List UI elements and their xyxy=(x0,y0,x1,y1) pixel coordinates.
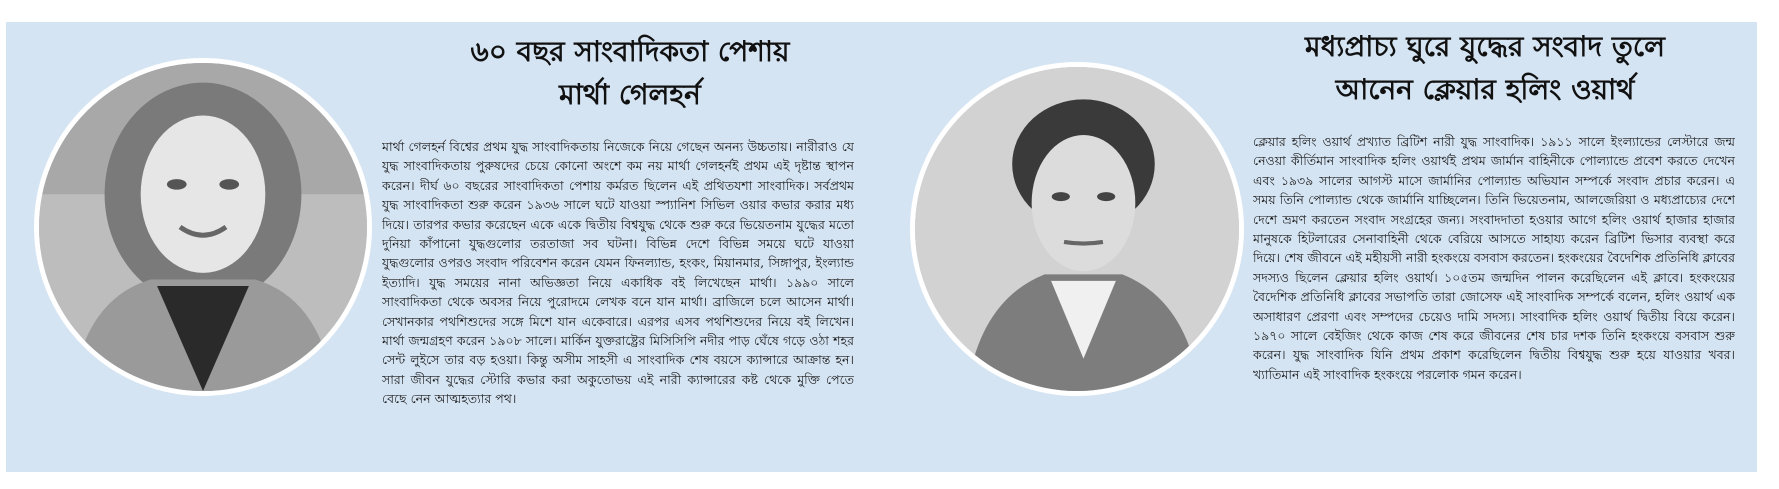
portrait-photo-martha-gellhorn xyxy=(34,58,372,396)
article-title-line-1: ৬০ বছর সাংবাদিকতা পেশায় xyxy=(470,35,790,68)
article-title-line-2: মার্থা গেলহর্ন xyxy=(559,78,701,111)
article-body-martha-gellhorn: মার্থা গেলহর্ন বিশ্বের প্রথম যুদ্ধ সাংবাদিকতায় নিজেকে নিয়ে গেছেন অনন্য উচ্চতায়। নারীরাও যে যুদ্ধ সাংবাদিকতায় পুরুষদের চেয়ে কোনো অংশে কম নয় মার্থা গেলহর্নই প্রথম এই দৃষ্টান্ত স্থাপন করেন। দীর্ঘ ৬০ বছরের সাংবাদিকতা পেশায় কর্মরত ছিলেন এই প্রথিতযশা সাংবাদিক। সর্বপ্রথম যুদ্ধ সাংবাদিকতা শুরু করেন ১৯৩৬ সালে ঘটে যাওয়া স্প্যানিশ সিভিল ওয়ার কভার করার মধ্য দিয়ে। তারপর কভার করেছেন একে একে দ্বিতীয় বিশ্বযুদ্ধ থেকে শুরু করে ভিয়েতনাম যুদ্ধের মতো দুনিয়া কাঁপানো যুদ্ধগুলোর তরতাজা সব ঘটনা। বিভিন্ন দেশে বিভিন্ন সময়ে ঘটে যাওয়া যুদ্ধগুলোর ওপরও সংবাদ পরিবেশন করেন যেমন ফিনল্যান্ড, হংকং, মিয়ানমার, সিঙ্গাপুর, ইংল্যান্ড ইত্যাদি। যুদ্ধ সময়ের নানা অভিজ্ঞতা নিয়ে একাধিক বই লিখেছেন মার্থা। ১৯৯০ সালে সাংবাদিকতা থেকে অবসর নিয়ে পুরোদমে লেখক বনে যান মার্থা। ব্রাজিলে চলে আসেন মার্থা। সেখানকার পথশিশুদের সঙ্গে মিশে যান একেবারে। এরপর এসব পথশিশুদের নিয়ে বই লিখেন। মার্থা জন্মগ্রহণ করেন ১৯০৮ সালে। মার্কিন যুক্তরাষ্ট্রের মিসিসিপি নদীর পাড় ঘেঁষে গড়ে ওঠা শহর সেন্ট লুইসে তার বড় হওয়া। কিন্তু অসীম সাহসী এ সাংবাদিক শেষ বয়সে ক্যান্সারে আক্রান্ত হন। সারা জীবন যুদ্ধের স্টোরি কভার করা অকুতোভয় এই নারী ক্যান্সারের কষ্ট থেকে মুক্তি পেতে বেছে নেন আত্মহত্যার পথ। xyxy=(382,139,854,407)
article-title-line-2: আনেন ক্লেয়ার হলিং ওয়ার্থ xyxy=(1335,73,1635,106)
portrait-photo-clare-hollingworth xyxy=(910,62,1244,396)
article-title-line-1: মধ্যপ্রাচ্য ঘুরে যুদ্ধের সংবাদ তুলে xyxy=(1305,30,1665,63)
article-title-clare-hollingworth xyxy=(1235,25,1735,111)
article-title-martha-gellhorn xyxy=(380,30,880,116)
article-body-clare-hollingworth: ক্লেয়ার হলিং ওয়ার্থ প্রখ্যাত ব্রিটিশ নারী যুদ্ধ সাংবাদিক। ১৯১১ সালে ইংল্যান্ডের লেস্টারে জন্ম নেওয়া কীর্তিমান সাংবাদিক হলিং ওয়ার্থই প্রথম জার্মান বাহিনীকে পোল্যান্ডে প্রবেশ করতে দেখেন এবং ১৯৩৯ সালের আগস্ট মাসে জার্মানির পোল্যান্ড অভিযান সম্পর্কে সংবাদ প্রচার করেন। এ সময় তিনি পোল্যান্ড থেকে জার্মানি যাচ্ছিলেন। তিনি ভিয়েতনাম, আলজেরিয়া ও মধ্যপ্রাচ্যের দেশে দেশে ভ্রমণ করতেন সংবাদ সংগ্রহের জন্য। সংবাদদাতা হওয়ার আগে হলিং ওয়ার্থ হাজার হাজার মানুষকে হিটলারের সেনাবাহিনী থেকে বেরিয়ে আসতে সাহায্য করেন ব্রিটিশ ভিসার ব্যবস্থা করে দিয়ে। শেষ জীবনে এই মহীয়সী নারী হংকংয়ে বসবাস করতেন। হংকংয়ের বৈদেশিক প্রতিনিধি ক্লাবের সদস্যও ছিলেন ক্লেয়ার হলিং ওয়ার্থ। ১০৫তম জন্মদিন পালন করেছিলেন এই ক্লাবে। হংকংয়ের বৈদেশিক প্রতিনিধি ক্লাবের সভাপতি তারা জোসেফ এই সাংবাদিক সম্পর্কে বলেন, হলিং ওয়ার্থ এক অসাধারণ প্রেরণা এবং সম্পদের চেয়েও দামি সদস্য। সাংবাদিক হলিং ওয়ার্থ দ্বিতীয় বিয়ে করেন। ১৯৭০ সালে বেইজিং থেকে কাজ শেষ করে জীবনের শেষ চার দশক তিনি হংকংয়ে বসবাস শুরু করেন। যুদ্ধ সাংবাদিক যিনি প্রথম প্রকাশ করেছিলেন দ্বিতীয় বিশ্বযুদ্ধ শুরু হয়ে যাওয়ার খবর। খ্যাতিমান এই সাংবাদিক হংকংয়ে পরলোক গমন করেন। xyxy=(1253,134,1735,382)
